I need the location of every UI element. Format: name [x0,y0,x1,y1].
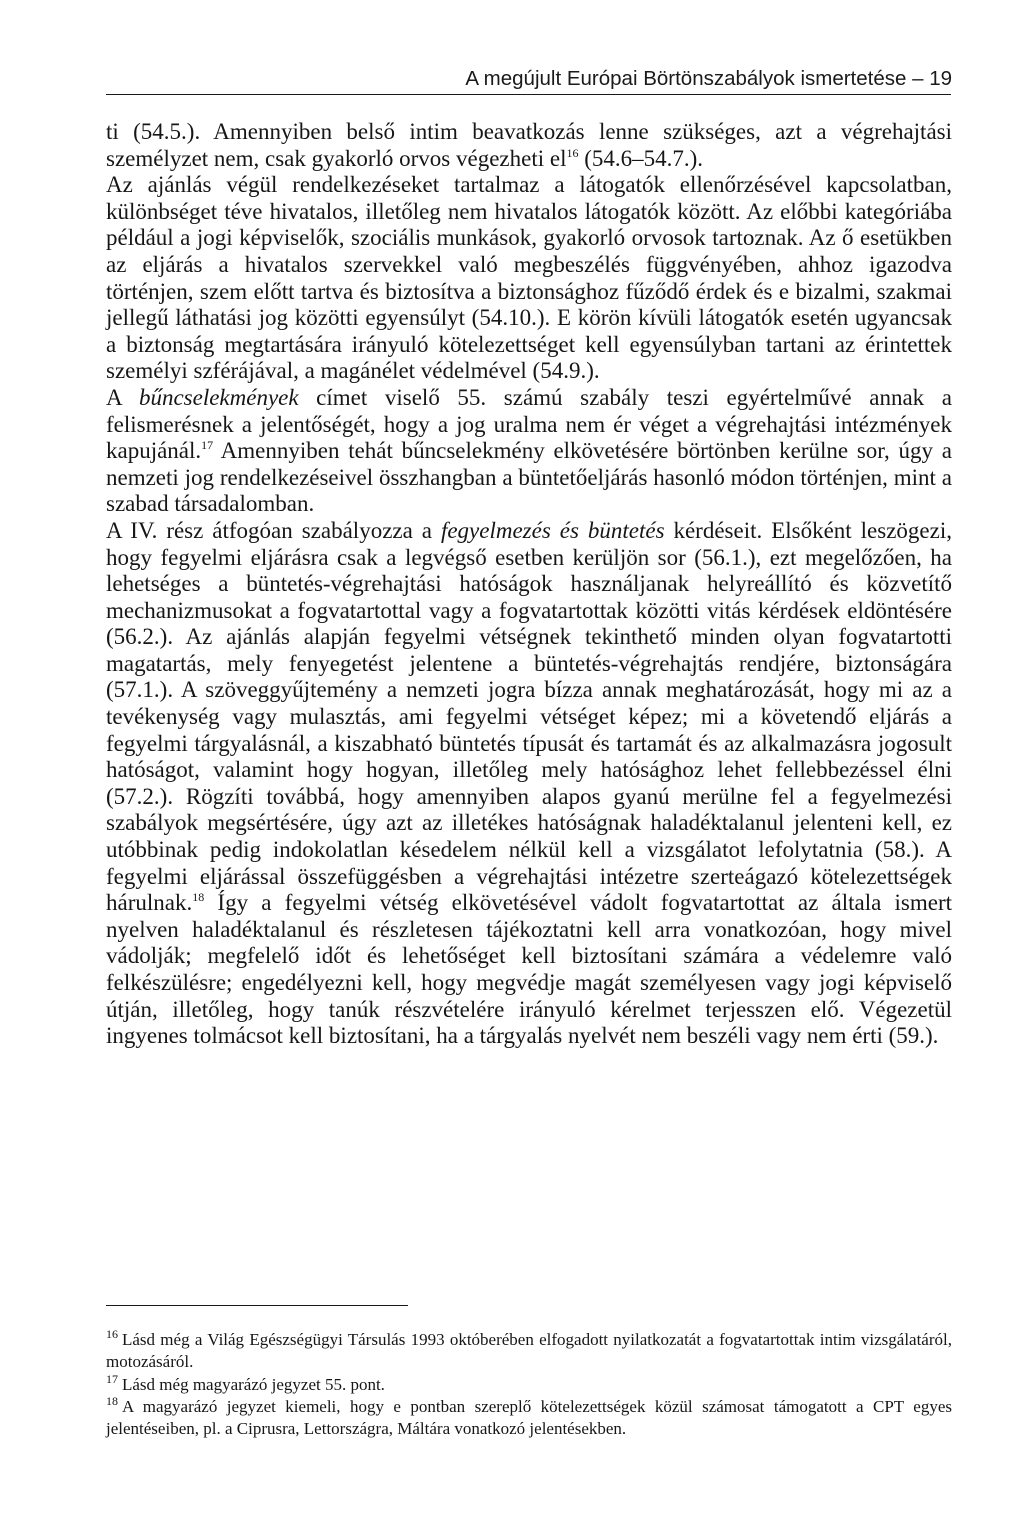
footnote-text: Lásd még magyarázó jegyzet 55. pont. [122,1374,385,1394]
header-rule [106,94,951,95]
footnote-ref-17[interactable]: 17 [201,438,214,453]
footnote-ref-18[interactable]: 18 [192,890,205,905]
footnote-number: 16 [106,1327,118,1341]
running-title: A megújult Európai Börtönszabályok ismertetése – 19 [465,67,952,90]
paragraph-2: Az ajánlás végül rendelkezéseket tartalmaz a látogatók ellenőrzésével kapcsolatban, különbséget téve hivatalos, illetőleg nem hivatalos látogatók között. Az előbbi kategóriába például a jogi képviselők, szociális munkások, gyakorló orvosok tartoznak. Az ő esetükben az eljárás a hivatalos szervekkel való megbeszélés függvényében, ahhoz igazodva történjen, szem előtt tartva és biztosítva a biztonsághoz fűződő érdek és e bizalmi, szakmai jellegű láthatási jog közötti egyensúlyt (54.10.). E körön kívüli látogatók esetén ugyancsak a biztonság megtartására irányuló kötelezettséget kell egyensúlyban tartani az érintettek személyi szférájával, a magánélet védelmével (54.9.). [106,172,952,384]
footnote-18 [106,1393,952,1441]
footnote-text: A magyarázó jegyzet kiemeli, hogy e pontban szereplő kötelezettségek közül számosat támogatott a CPT egyes jelentéseiben, pl. a Ciprusra, Lettországra, Máltára vonatkozó jelentésekben. [106,1396,952,1439]
footnote-number: 18 [106,1393,118,1408]
footnote-number: 17 [106,1371,118,1386]
italic-term: bűncselekmények [138,384,299,410]
paragraph-4: A IV. rész átfogóan szabályozza a fegyelmezés és büntetés kérdéseit. Elsőként leszögezi, hogy fegyelmi eljárásra csak a legvégső esetben kerüljön sor (56.1.), ezt megelőzően, ha lehetséges a büntetés-végrehajtási hatóságok használjanak helyreállító és közvetítő mechanizmusokat a fogvatartottal vagy a fogvatartottak közötti vitás kérdések eldöntésére (56.2.). Az ajánlás alapján fegyelmi vétségnek tekinthető minden olyan fogvatartotti magatartás, mely fenyegetést jelentene a büntetés-végrehajtás rendjére, biztonságára (57.1.). A szöveggyűjtemény a nemzeti jogra bízza annak meghatározását, hogy mi az a tevékenység vagy mulasztás, ami fegyelmi vétséget képez; mi a követendő eljárás a fegyelmi tárgyalásnál, a kiszabható büntetés típusát és tartamát és az alkalmazásra jogosult hatóságot, valamint hogy hogyan, illetőleg mely hatósághoz lehet fellebbezéssel élni (57.2.). Rögzíti továbbá, hogy amennyiben alapos gyanú merülne fel a fegyelmezési szabályok megsértésére, úgy azt az illetékes hatóságnak haladéktalanul jelenteni kell, ez utóbbinak pedig indokolatlan késedelem nélkül kell a vizsgálatot lefolytatnia (58.). A fegyelmi eljárással összefüggésben a végrehajtási intézetre szerteágazó kötelezettségek hárulnak.$^{18}$ Így a fegyelmi vétség elkövetésével vádolt fogvatartottat az általa ismert nyelven haladéktalanul és részletesen tájékoztatni kell arra vonatkozóan, hogy mivel vádolják; megfelelő időt és lehetőséget kell biztosítani számára a védelemre való felkészülésre; engedélyezni kell, hogy megvédje magát személyesen vagy jogi képviselő útján, illetőleg, hogy tanúk részvételére irányuló kérelmet terjesszen elő. Végezetül ingyenes tolmácsot kell biztosítani, ha a tárgyalás nyelvét nem beszéli vagy nem érti (59.). [106,517,952,1049]
paragraph-3: A bűncselekmények címet viselő 55. számú szabály teszi egyértelművé annak a felismerésnek a jelentőségét, hogy a jog uralma nem ér véget a végrehajtási intézmények kapujánál.$^{17}$ Amennyiben tehát bűncselekmény elkövetésére börtönben kerülne sor, úgy a nemzeti jog rendelkezéseivel összhangban a büntetőeljárás hasonló módon történjen, mint a szabad társadalomban. [106,384,952,517]
footnote-16 [106,1329,952,1374]
footnote-17 [106,1371,952,1396]
footnote-rule [106,1305,408,1306]
footnote-text: Lásd még a Világ Egészségügyi Társulás 1993 októberében elfogadott nyilatkozatát a fogvatartottak intim vizsgálatáról, motozásáról. [106,1330,952,1372]
footnotes [106,1329,952,1440]
paragraph-1: ti (54.5.). Amennyiben belső intim beavatkozás lenne szükséges, azt a végrehajtási személyzet nem, csak gyakorló orvos végezheti $el^{16}$ (54.6–54.7.). [106,119,952,171]
body-text [106,119,952,1050]
italic-term: fegyelmezés és büntetés [440,517,665,543]
running-header [106,66,952,92]
footnote-ref-16[interactable]: 16 [566,145,579,160]
